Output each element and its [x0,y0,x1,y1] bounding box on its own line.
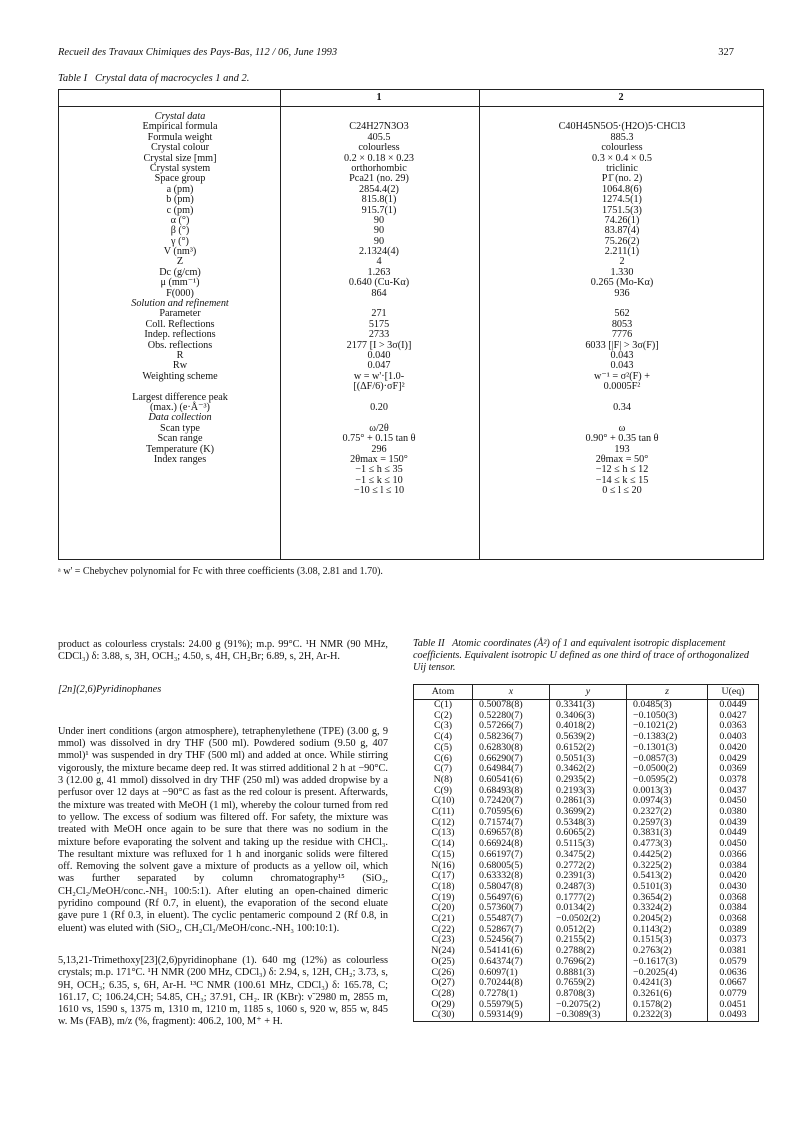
table2-x: 0.54141(6) [473,946,550,957]
table2-atom: C(23) [414,935,473,946]
table2-header-z: z [627,685,708,700]
table2-z: 0.5413(2) [627,871,708,882]
table1-row [58,278,764,288]
table1-row [58,382,764,392]
table2-z: 0.1578(2) [627,1000,708,1011]
table2-ueq: 0.0450 [708,839,759,850]
table1-value-1: 2177 [I > 3σ(I)] [346,339,412,351]
table2-y: 0.6152(2) [550,743,627,754]
table1-row-label: Solution and refinement [131,298,229,310]
table1-row-label: Scan type [160,422,200,434]
table1-value-2: colourless [601,142,643,154]
table2-caption [413,638,758,674]
table2-caption-text: Atomic coordinates (Å²) of 1 and equivalent isotropic displacement coefficients. Equivalent isotropic U defined as one third of trace of orthogonalized Uij tensor. [413,638,749,673]
table1-row-label: b (pm) [166,194,194,206]
table1-row-label: Largest difference peak [132,391,228,403]
table2-y: −0.0502(2) [550,914,627,925]
table2-y: 0.1777(2) [550,893,627,904]
table2-z: 0.0013(3) [627,786,708,797]
table2-y: 0.3699(2) [550,807,627,818]
table2-atom: C(9) [414,786,473,797]
table2-caption-prefix: Table II [413,638,445,649]
table2-x: 0.58047(8) [473,882,550,893]
table2-z: −0.1617(3) [627,957,708,968]
table1-value-2: 1.330 [610,266,634,278]
table2-z: −0.1301(3) [627,743,708,754]
table2-z: 0.2763(2) [627,946,708,957]
table2-y: 0.5639(2) [550,732,627,743]
table2-ueq: 0.0384 [708,903,759,914]
table1-value-1: −1 ≤ k ≤ 10 [355,474,403,486]
table2-y: 0.5115(3) [550,839,627,850]
table2-ueq: 0.0403 [708,732,759,743]
table1-value-1: 405.5 [367,131,391,143]
table1-row-label: μ (mm⁻¹) [160,277,200,289]
table1-row-label: Crystal system [149,162,211,174]
table2-atom: C(17) [414,871,473,882]
table2-y: 0.3406(3) [550,711,627,722]
paragraph-procedure: Under inert conditions (argon atmosphere), tetraphenylethene (TPE) (3.00 g, 9 mmol) was dissolved in dry THF (500 ml). Powdered sodium (9.50 g, 407 mmol)¹ was suspended in dry THF (500 ml) and added at once. While stirring vigorously, the mixture became deep red. It was stirred additional 2 h at −90°C. 3 (12.00 g, 41 mmol) dissolved in dry THF (250 ml) was added dropwise by a perfusor over 12 days at −90°C as fast as the red colour is present. Afterwards, the mixture was treated with MeOH (1 ml), whereby the colour turned from red to yellow. The excess of sodium was filtered off. For safety, the mixture was treated with MeOH once again to be sure that there was no sodium in the mixture before evaporating the solvent and taking up the residue with CHCl₃. The resultant mixture was refluxed for 1 h and inorganic solids were filtered off. Removing the solvent gave a mixture of products as a yellow oil, which was further separated by column chromatography¹⁵ (SiO₂, CH₂Cl₂/MeOH/conc.-NH₃ 100:5:1). After eluting an open-chained dimeric pyridino compound (Rf 0.7, in eluent), the evaporation of the second eluate gave pure 1 (Rf 0.3, in eluent). The cyclic pentameric compound 2 (Rf 0.8, in eluent) was eluted with (SiO₂, CH₂Cl₂/MeOH/conc.-NH₃ 100:10:1). [58,725,388,934]
left-text-column [58,639,388,1041]
table2-z: 0.3831(3) [627,828,708,839]
journal-citation: Recueil des Travaux Chimiques des Pays-Bas, 112 / 06, June 1993 [58,47,338,58]
table1-value-2: 0.043 [610,360,634,372]
table1-value-1: 90 [373,235,385,247]
table2-y: 0.0512(2) [550,925,627,936]
table2-ueq: 0.0449 [708,700,759,711]
page-number: 327 [718,47,734,58]
table2-ueq: 0.0381 [708,946,759,957]
table2-x: 0.56497(6) [473,893,550,904]
table1-row-label: c (pm) [166,204,194,216]
table2-x: 0.68005(5) [473,861,550,872]
table1-value-2: 75.26(2) [604,235,640,247]
table2-ueq: 0.0378 [708,775,759,786]
table1-row-label: Weighting scheme [142,370,218,382]
table2-ueq: 0.0380 [708,807,759,818]
table2-y: 0.0134(2) [550,903,627,914]
table1-row-label: Crystal size [mm] [143,152,217,164]
table1-row [58,341,764,351]
table2-x: 0.52867(7) [473,925,550,936]
table2-body [414,700,759,1022]
table1-row-label: Parameter [159,308,201,320]
table1-row-label: V (nm³) [163,246,197,258]
table2-atom: N(8) [414,775,473,786]
table2-z: 0.2597(3) [627,818,708,829]
table2-ueq: 0.0449 [708,828,759,839]
table1-value-1: Pca21 (no. 29) [349,173,409,185]
table2-ueq: 0.0427 [708,711,759,722]
table2-x: 0.6097(1) [473,968,550,979]
table1-row [58,226,764,236]
table2-header-atom: Atom [414,685,473,700]
table2-z: −0.0500(2) [627,764,708,775]
table2-x: 0.72420(7) [473,796,550,807]
table2-y: 0.3341(3) [550,700,627,711]
table2-y: −0.2075(2) [550,1000,627,1011]
table2-x: 0.71574(7) [473,818,550,829]
table1-value-2: 83.87(4) [604,225,640,237]
table1-value-2: 2θmax = 50° [595,453,649,465]
table1-value-1: colourless [358,142,400,154]
table2-z: 0.3225(2) [627,861,708,872]
table1-row-label: Scan range [157,433,203,445]
table1-value-1: −10 ≤ l ≤ 10 [353,485,405,497]
table1-value-2: 0.34 [613,401,631,413]
table1-row-label: R [176,349,184,361]
table2-y: 0.5051(3) [550,754,627,765]
running-head [58,47,734,61]
table2-y: 0.2487(3) [550,882,627,893]
table2-y: 0.5348(3) [550,818,627,829]
table2-ueq: 0.0636 [708,968,759,979]
table1-value-1: orthorhombic [351,162,407,174]
table1-row-label: (max.) (e·Å⁻³) [150,401,210,413]
table1-caption [58,73,249,84]
table1-row [58,185,764,195]
table1-value-1: 90 [373,214,385,226]
table2-ueq: 0.0579 [708,957,759,968]
table2-x: 0.70244(8) [473,978,550,989]
table2-x: 0.7278(1) [473,989,550,1000]
table2-z: −0.0595(2) [627,775,708,786]
table2-atom: C(12) [414,818,473,829]
table1-value-2: −12 ≤ h ≤ 12 [595,464,649,476]
table2-y: 0.7696(2) [550,957,627,968]
table1-value-2: 0.3 × 0.4 × 0.5 [592,152,652,164]
table2-atom: C(4) [414,732,473,743]
table1-row-label: Crystal colour [150,142,209,154]
table1-value-2: 0.0005F² [603,381,641,393]
table2-x: 0.63332(8) [473,871,550,882]
table2-ueq: 0.0451 [708,1000,759,1011]
table2-y: 0.2193(3) [550,786,627,797]
table2-atom: C(30) [414,1010,473,1021]
table2-y: 0.8708(3) [550,989,627,1000]
table1-caption-text: Crystal data of macrocycles 1 and 2. [94,73,250,84]
table2-ueq: 0.0420 [708,743,759,754]
table1-value-1: 864 [371,287,387,299]
table1-row [58,351,764,361]
table1-value-2: ω [618,422,626,434]
table2-ueq: 0.0369 [708,764,759,775]
table1-value-2: 74.26(1) [604,214,640,226]
table1-value-2: 7776 [611,329,633,341]
table2-x: 0.66924(8) [473,839,550,850]
table1-row [58,174,764,184]
table2-atom: C(28) [414,989,473,1000]
table2-row [414,1010,759,1021]
table2-ueq: 0.0493 [708,1010,759,1021]
table2-z: 0.2327(2) [627,807,708,818]
table2-row [414,850,759,861]
table2-ueq: 0.0389 [708,925,759,936]
table2-atom: C(2) [414,711,473,722]
table2-atom: C(22) [414,925,473,936]
table1-value-1: w = w'·[1.0- [353,370,405,382]
table2-x: 0.64374(7) [473,957,550,968]
table2-z: 0.4425(2) [627,850,708,861]
table2-atom: O(29) [414,1000,473,1011]
table1-value-1: 0.040 [367,349,391,361]
paragraph-compound-1: 5,13,21-Trimethoxy[23](2,6)pyridinophane (1). 640 mg (12%) as colourless crystals; m.p. 171°C. ¹H NMR (200 MHz, CDCl₃) δ: 2.94, s, 12H, CH₂; 3.73, s, 9H, OCH₃; 6.35, s, 6H, Ar-H. ¹³C NMR (100.61 MHz, CDCl₃) δ: 165.78, C; 161.17, C; 106.24,CH; 54.85, CH₃; 37.91, CH₂. IR (KBr): ν̃ 2980 m, 2855 m, 1610 vs, 1590 s, 1375 m, 1310 m, 1210 m, 1185 s, 1060 s, 920 w, 855 w, 845 w. Ms (FAB), m/z (%, fragment): 406.2, 100, M⁺ + H. [58,954,388,1028]
table2-y: 0.4018(2) [550,721,627,732]
table2-atom: O(27) [414,978,473,989]
table1-value-1: 1.263 [367,266,391,278]
table1-row-label: a (pm) [166,183,194,195]
table2-z: 0.3324(2) [627,903,708,914]
table2-z: 0.2322(3) [627,1010,708,1021]
table1-row-label: Data collection [148,412,212,424]
table2-y: 0.2861(3) [550,796,627,807]
table2-x: 0.64984(7) [473,764,550,775]
table1-row [58,206,764,216]
table2-ueq: 0.0384 [708,861,759,872]
table1-value-1: 2θmax = 150° [350,453,408,465]
table1-value-1: 0.20 [370,401,388,413]
table2-x: 0.58236(7) [473,732,550,743]
table2-atom: C(14) [414,839,473,850]
table1-row-label: Crystal data [154,111,206,122]
table2-y: 0.3475(2) [550,850,627,861]
table1-row [58,465,764,475]
table2-ueq: 0.0420 [708,871,759,882]
section-heading: [2n](2,6)Pyridinophanes [58,683,162,695]
table1-value-2: 936 [614,287,630,299]
table2-y: 0.2788(2) [550,946,627,957]
table1-value-1: 5175 [368,318,390,330]
table2-ueq: 0.0779 [708,989,759,1000]
table2-x: 0.70595(6) [473,807,550,818]
table1-value-2: 1751.5(3) [602,204,642,216]
table2-ueq: 0.0429 [708,754,759,765]
table1-value-2: w⁻¹ = σ²(F) + [594,370,650,382]
table2-atom: C(6) [414,754,473,765]
table2-y: 0.6065(2) [550,828,627,839]
table1-value-2: triclinic [606,162,638,174]
table2-header-row [414,685,759,700]
table2-x: 0.52456(7) [473,935,550,946]
table2-x: 0.69657(8) [473,828,550,839]
table1-value-2: 1274.5(1) [602,194,642,206]
table1-value-1: −1 ≤ h ≤ 35 [355,464,403,476]
table1-body [58,112,764,496]
table2-z: 0.5101(3) [627,882,708,893]
table2-z: 0.1143(2) [627,925,708,936]
table1-value-1: [(ΔF/6)·σF]² [353,381,405,393]
table1-row-label: Index ranges [153,453,207,465]
table2-atom: N(16) [414,861,473,872]
table1-row [58,476,764,486]
table1-value-2: 193 [614,443,630,455]
table1-row-label: γ (°) [171,235,189,247]
table2-ueq: 0.0439 [708,818,759,829]
table1-row-label: Obs. reflections [147,339,213,351]
table2-header-y: y [550,685,627,700]
table1-row-label: Indep. reflections [144,329,216,341]
table1-value-2: 0.265 (Mo-Kα) [590,277,654,289]
table2-x: 0.57360(7) [473,903,550,914]
table2-atom: C(3) [414,721,473,732]
table2-ueq: 0.0366 [708,850,759,861]
table1-value-1: 2.1324(4) [359,246,399,258]
table1-row [58,372,764,382]
table2-y: 0.2772(2) [550,861,627,872]
table1-row-label: F(000) [166,287,194,299]
table1-value-2: 562 [614,308,630,320]
table2-x: 0.55487(7) [473,914,550,925]
paragraph-product: product as colourless crystals: 24.00 g (91%); m.p. 99°C. ¹H NMR (90 MHz, CDCl₃) δ: 3.88, s, 3H, OCH₃; 4.50, s, 4H, CH₂Br; 6.89, s, 2H, Ar-H. [58,639,388,663]
table1-row-label: Space group [154,173,206,185]
table1-value-2: 0 ≤ l ≤ 20 [602,485,642,497]
table2-row [414,957,759,968]
table2-atom: C(20) [414,903,473,914]
table1-value-1: 271 [371,308,387,320]
table1-row [58,486,764,496]
table1-row-label: Temperature (K) [145,443,214,455]
table2-ueq: 0.0363 [708,721,759,732]
table1-value-1: 4 [376,256,382,268]
table2-z: −0.1050(3) [627,711,708,722]
table1-header-1: 1 [376,92,382,103]
table2-ueq: 0.0373 [708,935,759,946]
table1-header-2: 2 [618,92,624,103]
table2-atom: C(5) [414,743,473,754]
table2-x: 0.66197(7) [473,850,550,861]
table1-row [58,247,764,257]
table2-row [414,743,759,754]
table1-value-1: 815.8(1) [361,194,397,206]
table2-z: 0.0485(3) [627,700,708,711]
table2-y: 0.2935(2) [550,775,627,786]
table1-value-1: 90 [373,225,385,237]
table1-row-label: Rw [172,360,188,372]
table2-atom: C(13) [414,828,473,839]
table2-ueq: 0.0437 [708,786,759,797]
table1-value-1: 2733 [368,329,390,341]
table2-z: 0.2045(2) [627,914,708,925]
table2-atom: C(18) [414,882,473,893]
table2-z: 0.4773(3) [627,839,708,850]
table2-atom: C(11) [414,807,473,818]
table1-row [58,434,764,444]
table2-y: −0.3089(3) [550,1010,627,1021]
table1-row-label: α (°) [170,214,190,226]
table2-x: 0.52280(7) [473,711,550,722]
table2-y: 0.2391(3) [550,871,627,882]
table2-x: 0.66290(7) [473,754,550,765]
table1-row-label: Coll. Reflections [145,318,215,330]
table2-z: 0.0974(3) [627,796,708,807]
table1-caption-prefix: Table I [58,73,88,84]
table2-atomic-coordinates [413,684,759,1022]
table1-value-2: −14 ≤ k ≤ 15 [595,474,649,486]
table1-row-label: β (°) [170,225,190,237]
table1-value-2: 8053 [611,318,633,330]
table2-z: 0.4241(3) [627,978,708,989]
table1-value-1: ω/2θ [369,422,389,434]
table2-z: −0.1021(2) [627,721,708,732]
table1-value-2: 2 [619,256,625,268]
table2-atom: C(7) [414,764,473,775]
table1-row-label: Formula weight [147,131,213,143]
table2-z: 0.1515(3) [627,935,708,946]
table2-x: 0.55979(5) [473,1000,550,1011]
table1-row-label: Dc (g/cm) [159,266,201,278]
table1-footnote: ᵃ w' = Chebychev polynomial for Fc with three coefficients (3.08, 2.81 and 1.70). [58,566,383,577]
table2-ueq: 0.0368 [708,914,759,925]
table2-atom: C(1) [414,700,473,711]
table1-value-2: P1̄ (no. 2) [601,173,643,185]
table1-value-1: 0.640 (Cu-Kα) [348,277,410,289]
table2-z: −0.0857(3) [627,754,708,765]
table1-value-2: 6033 [|F| > 3σ(F)] [585,339,659,351]
table2-atom: N(24) [414,946,473,957]
table2-ueq: 0.0450 [708,796,759,807]
table1-value-1: C24H27N3O3 [349,121,409,133]
table2-y: 0.3462(2) [550,764,627,775]
table2-y: 0.8881(3) [550,968,627,979]
table2-x: 0.57266(7) [473,721,550,732]
table2-x: 0.59314(9) [473,1010,550,1021]
table2-y: 0.2155(2) [550,935,627,946]
table2-atom: C(21) [414,914,473,925]
table1-value-2: 0.90° + 0.35 tan θ [585,433,659,445]
table2-atom: C(19) [414,893,473,904]
table1-value-2: 885.3 [610,131,634,143]
table1-row [58,455,764,465]
table2-x: 0.50078(8) [473,700,550,711]
table2-ueq: 0.0430 [708,882,759,893]
table1-row-label: Z [176,256,184,268]
table2-atom: O(25) [414,957,473,968]
table1-value-2: C40H45N5O5·(H2O)5·CHCl3 [558,121,686,133]
table2-z: 0.3654(2) [627,893,708,904]
table2-atom: C(15) [414,850,473,861]
table1-row [58,216,764,226]
table2-ueq: 0.0667 [708,978,759,989]
table1-value-1: 0.047 [367,360,391,372]
table1-row [58,143,764,153]
table1-value-2: 1064.8(6) [602,183,642,195]
table1-value-1: 915.7(1) [361,204,397,216]
table2-z: 0.3261(6) [627,989,708,1000]
table2-header-x: x [473,685,550,700]
table2-atom: C(10) [414,796,473,807]
table2-x: 0.68493(8) [473,786,550,797]
table1-row-label: Empirical formula [142,121,218,133]
table1-row [58,195,764,205]
table2-z: −0.2025(4) [627,968,708,979]
table2-y: 0.7659(2) [550,978,627,989]
table2-atom: C(26) [414,968,473,979]
table2-z: −0.1383(2) [627,732,708,743]
table2-ueq: 0.0368 [708,893,759,904]
table1-value-1: 0.75° + 0.15 tan θ [342,433,416,445]
table1-crystal-data [58,89,764,559]
table2-x: 0.62830(8) [473,743,550,754]
table1-value-1: 0.2 × 0.18 × 0.23 [343,152,415,164]
table1-value-1: 2854.4(2) [359,183,399,195]
table1-value-1: 296 [371,443,387,455]
table2-x: 0.60541(6) [473,775,550,786]
table2-header-ueq: U(eq) [708,685,759,700]
table1-value-2: 0.043 [610,349,634,361]
table1-value-2: 2.211(1) [604,246,640,258]
